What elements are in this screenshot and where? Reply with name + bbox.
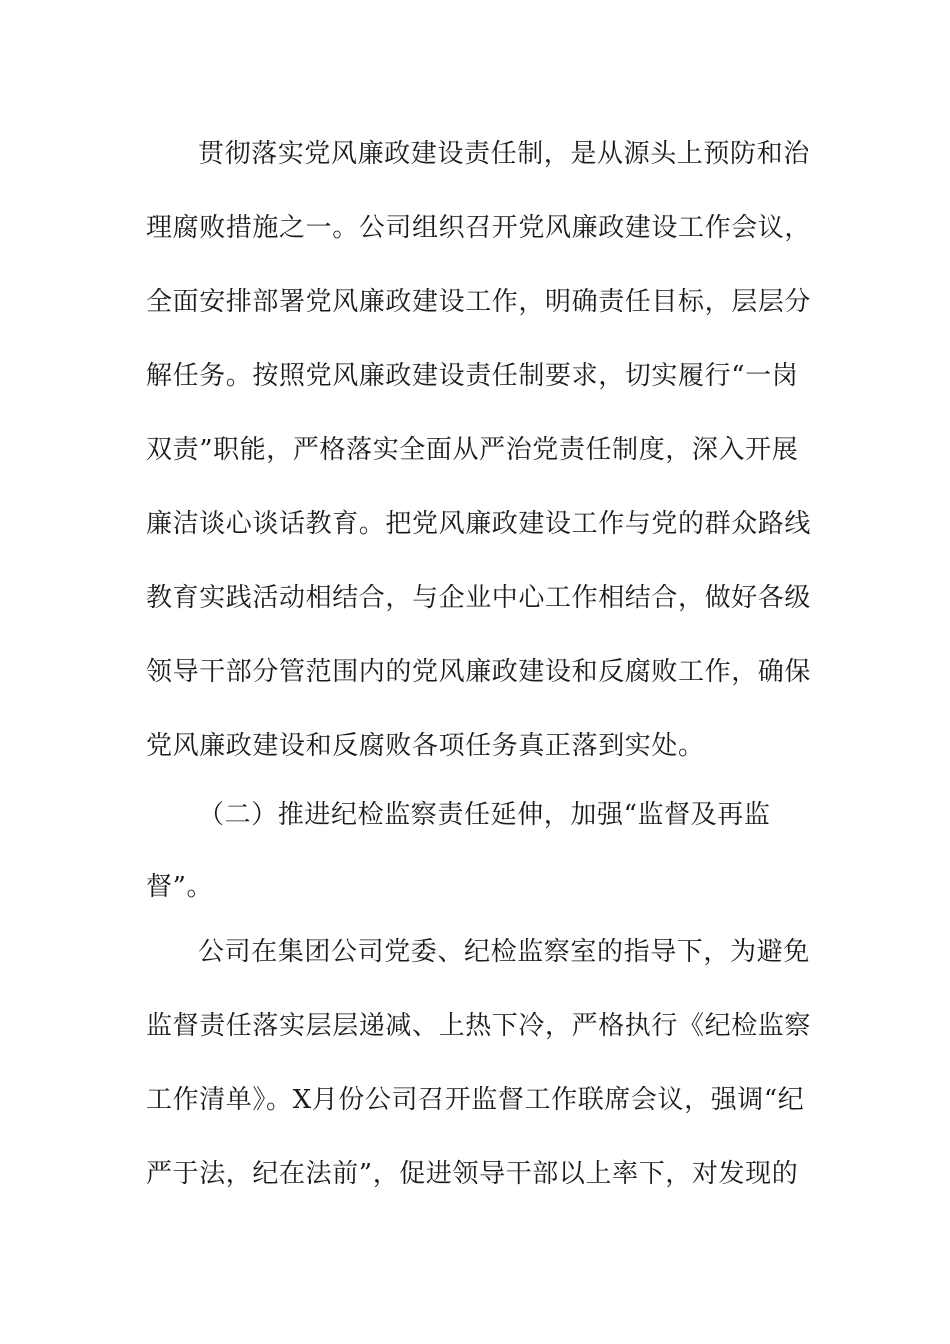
text-line: 解任务。按照党风廉政建设责任制要求，切实履行“一岗	[146, 361, 799, 391]
text-line: 理腐败措施之一。公司组织召开党风廉政建设工作会议，	[146, 213, 812, 243]
text-line: 严于法，纪在法前”，促进领导干部以上率下，对发现的	[146, 1159, 799, 1189]
text-line: 教育实践活动相结合，与企业中心工作相结合，做好各级	[146, 583, 812, 613]
text-line: 双责”职能，严格落实全面从严治党责任制度，深入开展	[146, 435, 799, 465]
text-line: 贯彻落实党风廉政建设责任制，是从源头上预防和治	[198, 139, 810, 169]
text-line: 廉洁谈心谈话教育。把党风廉政建设工作与党的群众路线	[146, 509, 812, 539]
text-line: 公司在集团公司党委、纪检监察室的指导下，为避免	[198, 937, 810, 967]
text-line: 领导干部分管范围内的党风廉政建设和反腐败工作，确保	[146, 657, 812, 687]
text-line: 全面安排部署党风廉政建设工作，明确责任目标，层层分	[146, 287, 812, 317]
heading-line: （二）推进纪检监察责任延伸，加强“监督及再监	[198, 800, 771, 830]
heading-line: 督”。	[146, 872, 214, 902]
text-line: 党风廉政建设和反腐败各项任务真正落到实处。	[146, 731, 705, 761]
text-line: 监督责任落实层层递减、上热下冷，严格执行《纪检监察	[146, 1011, 812, 1041]
text-line: 工作清单》。X月份公司召开监督工作联席会议，强调“纪	[146, 1085, 805, 1115]
